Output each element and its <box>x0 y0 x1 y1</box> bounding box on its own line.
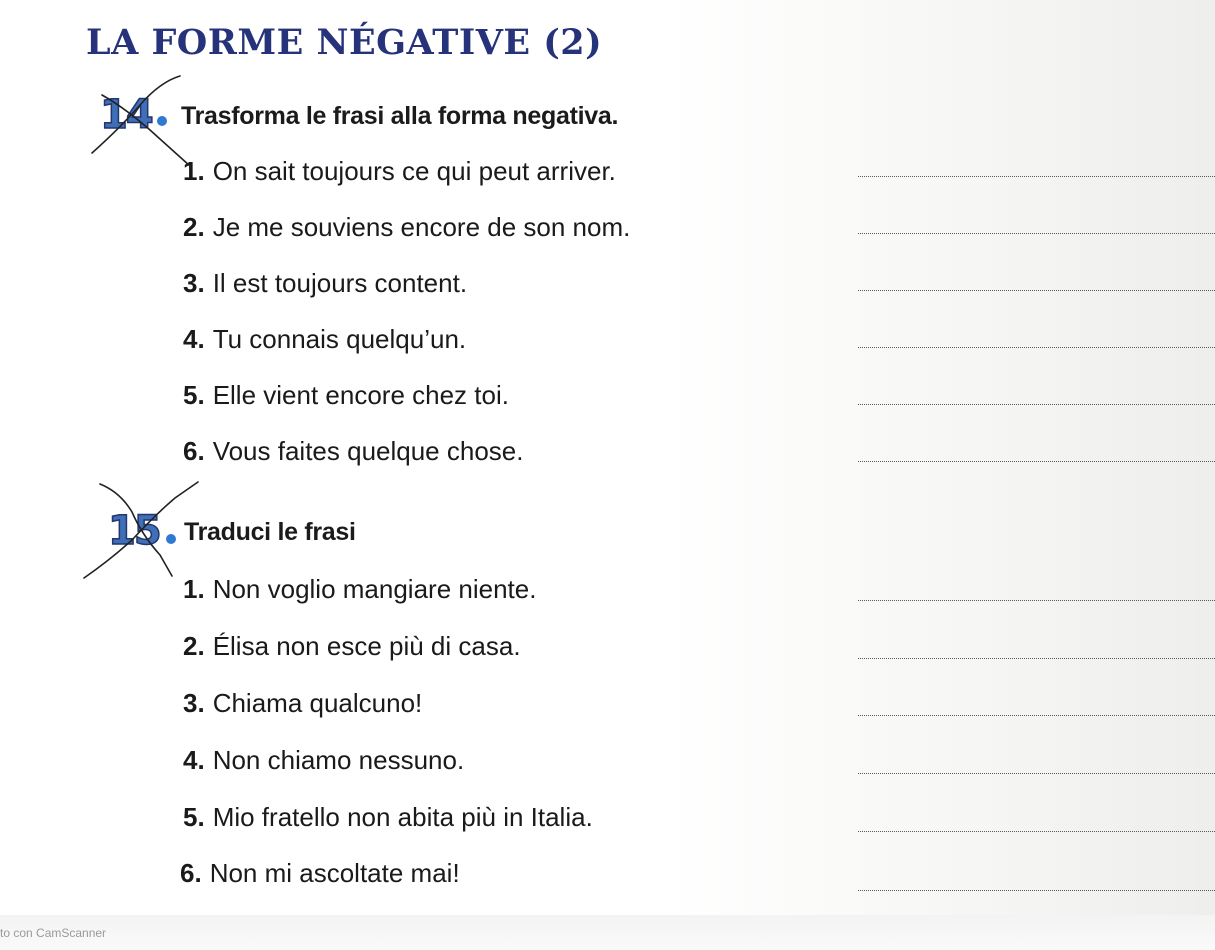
exercise-14-item-4: 4. Tu connais quelqu’un. <box>183 324 467 354</box>
exercise-14-instruction: Trasforma le frasi alla forma negativa. <box>181 102 619 130</box>
pen-stroke-15b <box>100 484 172 576</box>
exercise-15-item-1: 1. Non voglio mangiare niente. <box>183 574 537 604</box>
exercise-15-item-4: 4. Non chiamo nessuno. <box>183 745 465 775</box>
page-title: LA FORME NÉGATIVE (2) <box>86 22 603 63</box>
exercise-15-item-3: 3. Chiama qualcuno! <box>183 688 423 718</box>
exercise-15-instruction: Traduci le frasi <box>184 518 356 546</box>
exercise-14-item-6: 6. Vous faites quelque chose. <box>183 436 524 466</box>
exercise-14-item-3: 3. Il est toujours content. <box>183 268 468 298</box>
exercise-15-item-5: 5. Mio fratello non abita più in Italia. <box>183 802 593 832</box>
exercise-14-item-5: 5. Elle vient encore chez toi. <box>183 380 509 410</box>
exercise-15-item-2: 2. Élisa non esce più di casa. <box>183 631 521 661</box>
exercise-14-item-2: 2. Je me souviens encore de son nom. <box>183 212 631 242</box>
exercise-14-number: 14 <box>100 92 152 138</box>
pen-stroke-14a <box>92 76 180 153</box>
exercise-14-item-1: 1. On sait toujours ce qui peut arriver. <box>183 156 616 186</box>
scanner-watermark: to con CamScanner <box>0 926 107 940</box>
exercise-15-number: 15 <box>108 508 160 554</box>
exercise-15-item-6: 6. Non mi ascoltate mai! <box>180 858 460 888</box>
scanner-footer <box>0 915 1215 950</box>
